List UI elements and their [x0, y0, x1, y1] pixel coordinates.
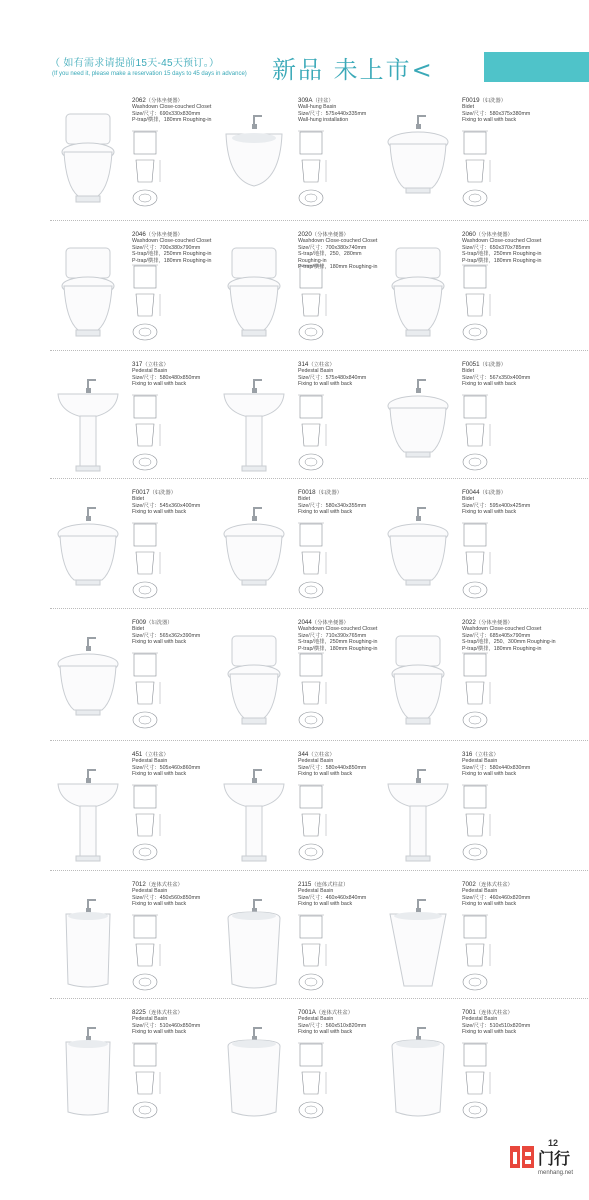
- product-code: 2020: [298, 231, 312, 238]
- logo-number: 12: [548, 1138, 559, 1148]
- product-cn-name: （分体坐便器）: [475, 620, 513, 626]
- product-spec: [462, 362, 562, 388]
- spec-line: Washdown Close-couched Closet: [132, 104, 212, 111]
- spec-line: Size/尺寸：510x510x820mm: [462, 1022, 531, 1029]
- spec-line: P-trap/横排，180mm Roughing-in: [298, 645, 378, 652]
- spec-line: S-trap/地排，250、280mm: [298, 251, 362, 258]
- product-spec: [462, 882, 562, 908]
- spec-line: P-trap/横排，180mm Roughing-in: [298, 264, 378, 271]
- spec-line: Size/尺寸：460x460x840mm: [298, 894, 367, 901]
- product-cn-name: （妇洗器）: [479, 98, 507, 104]
- product-card: [218, 752, 393, 872]
- product-card: [52, 752, 227, 872]
- product-code: 2062: [132, 97, 146, 104]
- product-card: [52, 362, 227, 482]
- product-spec: [462, 620, 562, 652]
- spec-line: Fixing to wall with back: [462, 901, 517, 908]
- spec-line: Pedestal Basin: [132, 1016, 168, 1023]
- product-photo-column: [52, 1020, 124, 1122]
- product-photo-round: [218, 892, 290, 994]
- product-code: 2115: [298, 881, 312, 888]
- spec-line: Washdown Close-couched Closet: [462, 626, 542, 633]
- product-spec: [132, 1010, 232, 1036]
- spec-line: Bidet: [132, 496, 145, 503]
- product-cn-name: （分体坐便器）: [145, 232, 183, 238]
- row-divider: [50, 220, 589, 221]
- product-spec: [462, 232, 562, 264]
- spec-line: Size/尺寸：690x330x830mm: [132, 110, 201, 117]
- product-code: F0051: [462, 361, 480, 368]
- spec-line: Fixing to wall with back: [132, 639, 187, 646]
- technical-drawing: [460, 522, 494, 604]
- spec-line: S-trap/地排，250、300mm Roughing-in: [462, 639, 556, 646]
- header-accent-bar: [484, 52, 589, 82]
- spec-line: Bidet: [462, 104, 475, 111]
- product-card: [382, 98, 557, 218]
- technical-drawing: [460, 652, 494, 734]
- product-cn-name: （连体式柱盆）: [145, 1010, 183, 1016]
- spec-line: Fixing to wall with back: [298, 509, 353, 516]
- spec-line: Size/尺寸：560x510x820mm: [298, 1022, 367, 1029]
- technical-drawing: [460, 130, 494, 212]
- product-cn-name: （立柱盆）: [308, 752, 335, 758]
- technical-drawing: [130, 130, 164, 212]
- product-spec: [462, 98, 562, 124]
- spec-line: Bidet: [462, 368, 475, 375]
- product-card: [52, 882, 227, 1002]
- technical-drawing: [130, 914, 164, 996]
- technical-drawing: [296, 652, 330, 734]
- row-divider: [50, 998, 589, 999]
- spec-line: Size/尺寸：700x380x740mm: [298, 244, 367, 251]
- spec-line: Wall-hung installation: [298, 117, 349, 124]
- product-card: [218, 490, 393, 610]
- spec-line: Fixing to wall with back: [298, 1029, 353, 1036]
- technical-drawing: [296, 130, 330, 212]
- spec-line: Size/尺寸：450x560x850mm: [132, 894, 201, 901]
- spec-line: S-trap/地排，250mm Roughing-in: [298, 639, 378, 646]
- spec-line: Size/尺寸：580x440x830mm: [462, 764, 531, 771]
- product-photo-round: [218, 1020, 290, 1122]
- row-divider: [50, 350, 589, 351]
- product-cn-name: （连体式柱盆）: [311, 882, 349, 888]
- product-photo-toilet: [382, 630, 454, 732]
- product-cn-name: （分体坐便器）: [475, 232, 513, 238]
- product-card: [218, 362, 393, 482]
- spec-line: Size/尺寸：580x340x355mm: [298, 502, 367, 509]
- product-code: 8225: [132, 1009, 146, 1016]
- spec-line: Size/尺寸：575x480x840mm: [298, 374, 367, 381]
- spec-line: P-trap/横排，180mm Roughing-in: [132, 257, 212, 264]
- spec-line: Size/尺寸：685x405x790mm: [462, 632, 531, 639]
- product-photo-toilet: [52, 108, 124, 210]
- product-cn-name: （妇洗器）: [315, 490, 343, 496]
- spec-line: Size/尺寸：460x460x820mm: [462, 894, 531, 901]
- spec-line: Size/尺寸：580x480x850mm: [132, 374, 201, 381]
- technical-drawing: [296, 522, 330, 604]
- spec-line: P-trap/横排，180mm Roughing-in: [462, 645, 542, 652]
- product-code: 7001A: [298, 1009, 316, 1016]
- product-photo-pedestal: [218, 762, 290, 864]
- spec-line: Size/尺寸：575x440x335mm: [298, 110, 367, 117]
- technical-drawing: [130, 394, 164, 476]
- product-spec: [462, 1010, 562, 1036]
- spec-line: Size/尺寸：545x360x400mm: [132, 502, 201, 509]
- spec-line: Pedestal Basin: [462, 888, 498, 895]
- spec-line: Fixing to wall with back: [462, 1029, 517, 1036]
- product-code: 2022: [462, 619, 476, 626]
- technical-drawing: [460, 1042, 494, 1124]
- product-code: 451: [132, 751, 143, 758]
- product-photo-wallbasin: [218, 108, 290, 210]
- product-card: [382, 232, 557, 352]
- spec-line: Pedestal Basin: [298, 888, 334, 895]
- product-spec: [132, 882, 232, 908]
- technical-drawing: [460, 264, 494, 346]
- product-cn-name: （妇洗器）: [149, 490, 177, 496]
- product-code: F0017: [132, 489, 150, 496]
- spec-line: Fixing to wall with back: [132, 901, 187, 908]
- product-spec: [132, 362, 232, 388]
- header-title: 新品 未上市<: [272, 56, 434, 84]
- spec-line: Size/尺寸：650x370x785mm: [462, 244, 531, 251]
- spec-line: Fixing to wall with back: [298, 901, 353, 908]
- spec-line: Size/尺寸：580x440x850mm: [298, 764, 367, 771]
- product-code: F0044: [462, 489, 480, 496]
- product-code: 344: [298, 751, 309, 758]
- spec-line: Size/尺寸：505x460x860mm: [132, 764, 201, 771]
- spec-line: Fixing to wall with back: [298, 771, 353, 778]
- product-card: [218, 232, 393, 352]
- product-photo-bidet: [382, 372, 454, 474]
- product-card: [382, 620, 557, 740]
- technical-drawing: [460, 394, 494, 476]
- product-code: F0018: [298, 489, 316, 496]
- product-cn-name: （连体式柱盆）: [145, 882, 183, 888]
- product-photo-toilet: [52, 242, 124, 344]
- technical-drawing: [130, 784, 164, 866]
- spec-line: Washdown Close-couched Closet: [298, 626, 378, 633]
- product-spec: [132, 752, 232, 778]
- spec-line: Size/尺寸：700x380x790mm: [132, 244, 201, 251]
- spec-line: Fixing to wall with back: [462, 381, 517, 388]
- spec-line: S-trap/地排，250mm Roughing-in: [462, 251, 542, 258]
- spec-line: Pedestal Basin: [298, 368, 334, 375]
- product-cn-name: （妇洗器）: [479, 490, 507, 496]
- product-photo-round: [382, 1020, 454, 1122]
- spec-line: Size/尺寸：565x362x390mm: [132, 632, 201, 639]
- technical-drawing: [296, 394, 330, 476]
- logo-text: 门行: [538, 1149, 571, 1168]
- product-spec: [462, 752, 562, 778]
- product-card: [52, 232, 227, 352]
- product-photo-bidet: [52, 630, 124, 732]
- spec-line: Size/尺寸：710x390x765mm: [298, 632, 367, 639]
- product-card: [382, 490, 557, 610]
- product-card: [52, 620, 227, 740]
- product-code: 2060: [462, 231, 476, 238]
- product-code: 309A: [298, 97, 313, 104]
- spec-line: Washdown Close-couched Closet: [298, 238, 378, 245]
- spec-line: Fixing to wall with back: [462, 509, 517, 516]
- product-code: 316: [462, 751, 473, 758]
- spec-line: Pedestal Basin: [462, 758, 498, 765]
- spec-line: Fixing to wall with back: [462, 771, 517, 778]
- spec-line: Pedestal Basin: [132, 888, 168, 895]
- spec-line: Pedestal Basin: [132, 758, 168, 765]
- spec-line: Pedestal Basin: [298, 758, 334, 765]
- spec-line: Fixing to wall with back: [132, 771, 187, 778]
- product-photo-taper: [382, 892, 454, 994]
- product-code: 2046: [132, 231, 146, 238]
- technical-drawing: [296, 914, 330, 996]
- brand-logo: [508, 1138, 588, 1196]
- spec-line: Fixing to wall with back: [462, 117, 517, 124]
- product-spec: [132, 490, 232, 516]
- product-photo-column: [52, 892, 124, 994]
- product-card: [218, 98, 393, 218]
- product-photo-bidet: [382, 108, 454, 210]
- product-card: [382, 362, 557, 482]
- header-en-note: (If you need it, please make a reservation 15 days to 45 days in advance): [52, 71, 247, 77]
- product-cn-name: （妇洗器）: [479, 362, 507, 368]
- product-photo-pedestal: [52, 372, 124, 474]
- product-cn-name: （分体坐便器）: [311, 232, 349, 238]
- product-card: [218, 1010, 393, 1130]
- product-card: [218, 620, 393, 740]
- spec-line: Fixing to wall with back: [132, 1029, 187, 1036]
- spec-line: Washdown Close-couched Closet: [132, 238, 212, 245]
- product-photo-bidet: [52, 500, 124, 602]
- header-cn-note: （ 如有需求请提前15天-45天预订。）: [50, 58, 220, 69]
- product-cn-name: （妇洗器）: [146, 620, 173, 626]
- spec-line: Fixing to wall with back: [132, 509, 187, 516]
- product-cn-name: （连体式柱盆）: [315, 1010, 353, 1016]
- spec-line: Pedestal Basin: [132, 368, 168, 375]
- spec-line: Bidet: [132, 626, 145, 633]
- product-code: 314: [298, 361, 309, 368]
- product-cn-name: （立柱盆）: [142, 752, 169, 758]
- product-card: [382, 882, 557, 1002]
- product-spec: [132, 620, 232, 646]
- spec-line: Size/尺寸：567x350x400mm: [462, 374, 531, 381]
- product-spec: [132, 232, 232, 264]
- product-photo-toilet: [382, 242, 454, 344]
- spec-line: Pedestal Basin: [298, 1016, 334, 1023]
- product-photo-toilet: [218, 630, 290, 732]
- technical-drawing: [130, 522, 164, 604]
- product-cn-name: （挂盆）: [312, 98, 334, 104]
- logo-url: menhang.net: [538, 1170, 574, 1176]
- spec-line: Fixing to wall with back: [132, 381, 187, 388]
- row-divider: [50, 870, 589, 871]
- technical-drawing: [130, 264, 164, 346]
- product-spec: [132, 98, 232, 124]
- product-card: [218, 882, 393, 1002]
- spec-line: S-trap/地排，250mm Roughing-in: [132, 251, 212, 258]
- product-photo-bidet: [218, 500, 290, 602]
- product-photo-pedestal: [52, 762, 124, 864]
- product-photo-pedestal: [218, 372, 290, 474]
- spec-line: Wall-hung Basin: [298, 104, 337, 111]
- product-card: [52, 1010, 227, 1130]
- product-card: [382, 752, 557, 872]
- product-photo-toilet: [218, 242, 290, 344]
- product-cn-name: （连体式柱盆）: [475, 1010, 513, 1016]
- technical-drawing: [296, 264, 330, 346]
- spec-line: Size/尺寸：510x460x850mm: [132, 1022, 201, 1029]
- spec-line: Bidet: [298, 496, 311, 503]
- product-code: 7002: [462, 881, 476, 888]
- row-divider: [50, 608, 589, 609]
- spec-line: P-trap/横排，180mm Roughing-in: [132, 117, 212, 124]
- product-cn-name: （立柱盆）: [472, 752, 499, 758]
- product-photo-pedestal: [382, 762, 454, 864]
- product-code: 7001: [462, 1009, 476, 1016]
- product-code: 317: [132, 361, 143, 368]
- product-card: [52, 98, 227, 218]
- product-card: [52, 490, 227, 610]
- spec-line: Roughing-in: [298, 257, 327, 264]
- product-cn-name: （立柱盆）: [142, 362, 169, 368]
- spec-line: Size/尺寸：580x375x380mm: [462, 110, 531, 117]
- spec-line: P-trap/横排，180mm Roughing-in: [462, 257, 542, 264]
- product-code: 7012: [132, 881, 146, 888]
- product-code: F009: [132, 619, 147, 626]
- product-cn-name: （分体坐便器）: [311, 620, 349, 626]
- technical-drawing: [296, 1042, 330, 1124]
- spec-line: Pedestal Basin: [462, 1016, 498, 1023]
- product-code: F0019: [462, 97, 480, 104]
- product-spec: [462, 490, 562, 516]
- row-divider: [50, 740, 589, 741]
- product-code: 2044: [298, 619, 312, 626]
- spec-line: Bidet: [462, 496, 475, 503]
- technical-drawing: [130, 652, 164, 734]
- product-photo-bidet: [382, 500, 454, 602]
- spec-line: Fixing to wall with back: [298, 381, 353, 388]
- technical-drawing: [130, 1042, 164, 1124]
- technical-drawing: [460, 914, 494, 996]
- menhang-logo-icon: [508, 1142, 536, 1172]
- product-cn-name: （分体坐便器）: [145, 98, 183, 104]
- row-divider: [50, 478, 589, 479]
- spec-line: Washdown Close-couched Closet: [462, 238, 542, 245]
- product-cn-name: （立柱盆）: [308, 362, 335, 368]
- technical-drawing: [296, 784, 330, 866]
- spec-line: Size/尺寸：595x400x425mm: [462, 502, 531, 509]
- product-cn-name: （连体式柱盆）: [475, 882, 513, 888]
- product-card: [382, 1010, 557, 1130]
- technical-drawing: [460, 784, 494, 866]
